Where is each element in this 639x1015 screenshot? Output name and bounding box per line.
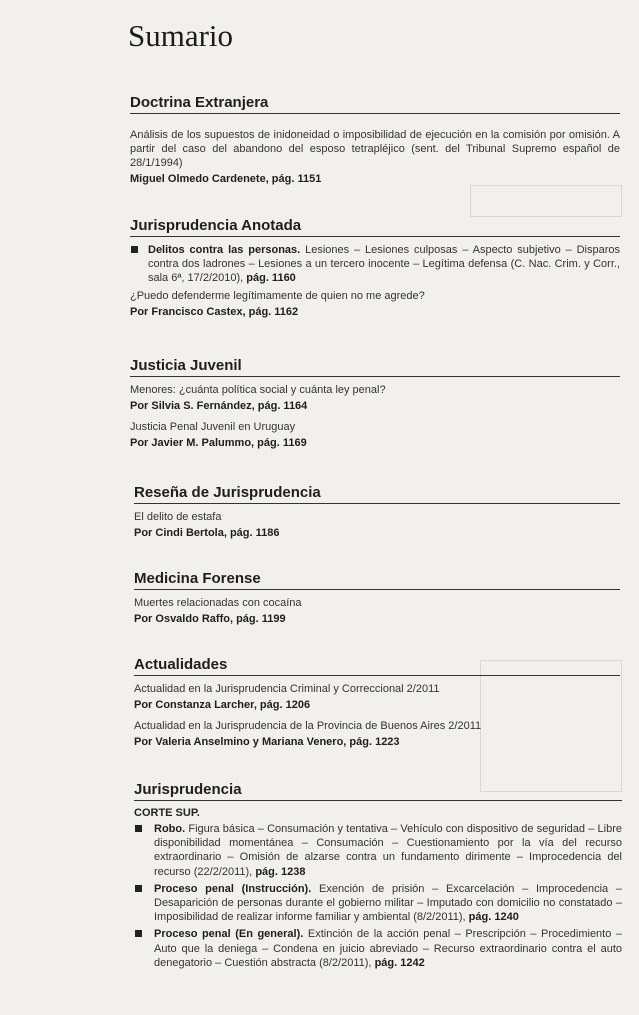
section-medicina-forense xyxy=(134,570,620,633)
article-title: ¿Puedo defenderme legítimamente de quien no me agrede? xyxy=(130,289,425,302)
section-resena-jurisprudencia xyxy=(134,484,620,547)
court-subheading: CORTE SUP. xyxy=(134,807,200,819)
article-title: El delito de estafa xyxy=(134,511,222,523)
article-title: Muertes relacionadas con cocaína xyxy=(134,597,302,609)
bullet-square-icon xyxy=(135,930,142,937)
item-page: pág. 1242 xyxy=(374,956,425,969)
article-title: Análisis de los supuestos de inidoneidad o imposibilidad de ejecución en la comisión por omisión. A partir del caso del abandono del esposo tetrapléjico (sent. del Tribunal Supremo español de 28/1/1994) xyxy=(130,129,620,169)
section-jurisprudencia xyxy=(134,781,622,973)
article-author: Por Osvaldo Raffo, pág. 1199 xyxy=(134,613,286,625)
section-heading: Actualidades xyxy=(134,656,620,676)
article-title: Justicia Penal Juvenil en Uruguay xyxy=(130,421,296,433)
item-page: pág. 1240 xyxy=(468,911,519,924)
item-text: Extinción de la acción penal – Prescripción – Procedimiento – Auto que la deniega – Condena en juicio abreviado – Recurso extraordinario contra el auto denegatorio – Cuestión abstracta (8/2/2011), xyxy=(154,928,622,969)
section-heading: Jurisprudencia Anotada xyxy=(130,217,620,237)
section-justicia-juvenil xyxy=(130,357,620,457)
page-title: Sumario xyxy=(128,18,234,53)
article-author: Por Silvia S. Fernández, pág. 1164 xyxy=(130,400,308,412)
item-title: Delitos contra las personas. xyxy=(148,244,301,256)
bullet-square-icon xyxy=(135,825,142,832)
article-title: Actualidad en la Jurisprudencia de la Provincia de Buenos Aires 2/2011 xyxy=(134,720,482,732)
article-author: Por Constanza Larcher, pág. 1206 xyxy=(134,699,311,711)
section-heading: Reseña de Jurisprudencia xyxy=(134,484,620,504)
item-text: Figura básica – Consumación y tentativa – Vehículo con dispositivo de seguridad – Libre disponibilidad momentánea – Consumación – Cuestionamiento por la vía del recurso extraordinario – Omisión de alzarse contra un fundamento dirimente – Improcedencia del recurso (22/2/2011), xyxy=(154,823,623,878)
item-page: pág. 1238 xyxy=(255,865,306,878)
list-item xyxy=(134,822,622,879)
item-text: Lesiones – Lesiones culposas – Aspecto subjetivo – Disparos contra dos ladrones – Lesiones a un tercero inocente – Legítima defensa (C. Nac. Crim. y Corr., sala 6ª, 17/2/2010), xyxy=(148,244,620,285)
section-heading: Doctrina Extranjera xyxy=(130,94,620,114)
section-heading: Justicia Juvenil xyxy=(130,357,620,377)
article-author: Por Valeria Anselmino y Mariana Venero, pág. 1223 xyxy=(134,736,400,748)
section-jurisprudencia-anotada xyxy=(130,217,620,326)
bullet-square-icon xyxy=(131,246,138,253)
article-title: Menores: ¿cuánta política social y cuánta ley penal? xyxy=(130,384,386,396)
article-title: Actualidad en la Jurisprudencia Criminal y Correccional 2/2011 xyxy=(134,683,440,695)
section-heading: Medicina Forense xyxy=(134,570,620,590)
item-title: Proceso penal (Instrucción). xyxy=(154,882,312,895)
section-heading: Jurisprudencia xyxy=(134,781,622,801)
item-page: pág. 1160 xyxy=(246,272,296,285)
item-text: Exención de prisión – Excarcelación – Improcedencia – Desaparición de personas durante el gobierno militar – Imputado con domicilio no constatado – Imposibilidad de realizar informe familiar y ambiental (8/2/2011), xyxy=(154,882,623,924)
article-author: Por Javier M. Palummo, pág. 1169 xyxy=(130,437,307,449)
bullet-square-icon xyxy=(135,885,142,892)
item-title: Proceso penal (En general). xyxy=(154,928,304,941)
item-title: Robo. xyxy=(154,823,186,835)
section-doctrina-extranjera xyxy=(130,94,620,193)
list-item xyxy=(134,882,622,925)
list-item xyxy=(134,927,622,970)
article-author: Miguel Olmedo Cardenete, pág. 1151 xyxy=(130,173,322,185)
section-actualidades xyxy=(134,656,620,756)
article-author: Por Cindi Bertola, pág. 1186 xyxy=(134,527,280,539)
list-item xyxy=(130,243,620,286)
article-author: Por Francisco Castex, pág. 1162 xyxy=(130,305,299,318)
